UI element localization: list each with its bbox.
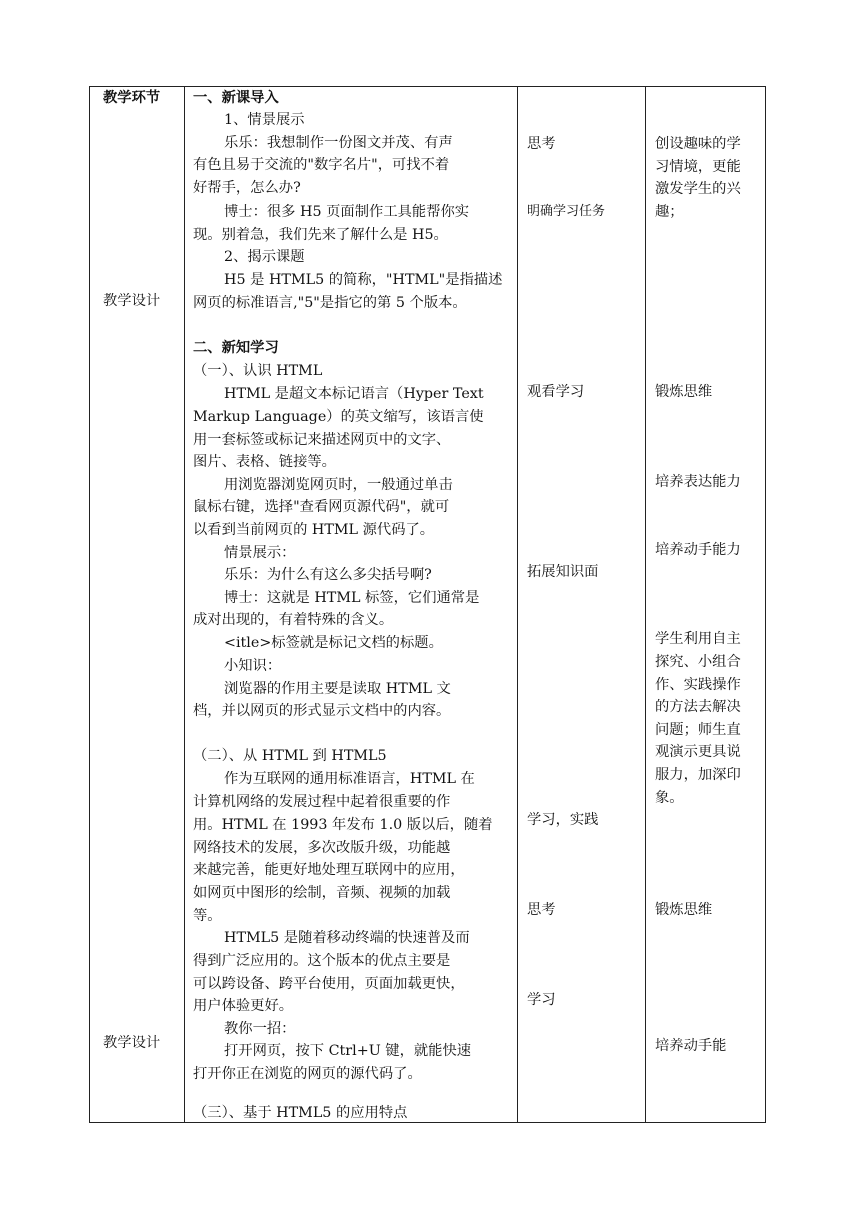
- content-line: 打开你正在浏览的网页的源代码了。: [193, 1066, 422, 1082]
- column-divider: [184, 87, 185, 1122]
- intent-line: 创设趣味的学: [655, 136, 741, 152]
- intent-line: 象。: [655, 790, 684, 806]
- content-line: 图片、表格、链接等。: [193, 454, 336, 470]
- lesson-plan-table: [89, 86, 766, 1123]
- activity-item: 思考: [527, 136, 556, 152]
- content-line: 打开网页，按下 Ctrl+U 键，就能快速: [224, 1043, 472, 1059]
- content-line: 乐乐：为什么有这么多尖括号啊?: [224, 567, 432, 583]
- content-line: 博士：这就是 HTML 标签，它们通常是: [224, 590, 480, 606]
- content-line: 网页的标准语言,"5"是指它的第 5 个版本。: [193, 295, 467, 311]
- subsection-heading: （二）、从 HTML 到 HTML5: [193, 748, 387, 764]
- intent-line: 锻炼思维: [655, 384, 713, 400]
- content-line: HTML5 是随着移动终端的快速普及而: [224, 930, 470, 946]
- content-line: 现。别着急，我们先来了解什么是 H5。: [193, 227, 448, 243]
- content-line: 博士：很多 H5 页面制作工具能帮你实: [224, 204, 470, 220]
- phase-label: 教学设计: [103, 1035, 161, 1051]
- content-line: 情景展示：: [224, 545, 296, 561]
- content-line: 乐乐：我想制作一份图文并茂、有声: [224, 135, 453, 151]
- activity-item: 拓展知识面: [527, 564, 599, 580]
- content-line: 浏览器的作用主要是读取 HTML 文: [224, 681, 451, 697]
- content-line: 网络技术的发展，多次改版升级，功能越: [193, 840, 451, 856]
- intent-line: 观演示更具说: [655, 744, 741, 760]
- section-heading: 一、新课导入: [193, 90, 279, 106]
- content-line: 以看到当前网页的 HTML 源代码了。: [193, 522, 435, 538]
- content-line: 等。: [193, 908, 222, 924]
- column-divider: [645, 87, 646, 1122]
- subsection-heading: （三）、基于 HTML5 的应用特点: [193, 1105, 408, 1121]
- content-line: 小知识：: [224, 658, 282, 674]
- content-line: 用一套标签或标记来描述网页中的文字、: [193, 432, 451, 448]
- subsection-heading: （一）、认识 HTML: [193, 363, 323, 379]
- intent-line: 激发学生的兴: [655, 181, 741, 197]
- activity-item: 观看学习: [527, 384, 585, 400]
- intent-line: 探究、小组合: [655, 654, 741, 670]
- column-divider: [517, 87, 518, 1122]
- content-line: HTML 是超文本标记语言（Hyper Text: [224, 386, 484, 402]
- content-line: 用浏览器浏览网页时，一般通过单击: [224, 477, 453, 493]
- activity-item: 思考: [527, 902, 556, 918]
- content-line: 1、情景展示: [224, 112, 305, 128]
- content-line: Markup Language）的英文缩写，该语言使: [193, 409, 484, 425]
- content-line: <itle>标签就是标记文档的标题。: [224, 635, 443, 651]
- content-line: H5 是 HTML5 的简称，"HTML"是指描述: [224, 272, 503, 288]
- intent-line: 培养动手能: [655, 1038, 727, 1054]
- section-heading: 二、新知学习: [193, 340, 279, 356]
- content-line: 计算机网络的发展过程中起着很重要的作: [193, 794, 451, 810]
- intent-line: 培养动手能力: [655, 542, 741, 558]
- intent-line: 问题；师生直: [655, 722, 741, 738]
- intent-line: 趣；: [655, 204, 684, 220]
- content-line: 用。HTML 在 1993 年发布 1.0 版以后，随着: [193, 817, 493, 833]
- intent-line: 学生利用自主: [655, 631, 741, 647]
- intent-line: 锻炼思维: [655, 902, 713, 918]
- intent-line: 作、实践操作: [655, 677, 741, 693]
- content-line: 作为互联网的通用标准语言，HTML 在: [224, 771, 475, 787]
- content-line: 来越完善，能更好地处理互联网中的应用，: [193, 862, 465, 878]
- intent-line: 的方法去解决: [655, 699, 741, 715]
- content-line: 好帮手，怎么办?: [193, 180, 301, 196]
- intent-line: 习情境，更能: [655, 159, 741, 175]
- phase-label: 教学设计: [103, 293, 161, 309]
- phase-header: 教学环节: [103, 90, 161, 106]
- content-line: 教你一招：: [224, 1021, 296, 1037]
- content-line: 得到广泛应用的。这个版本的优点主要是: [193, 953, 451, 969]
- intent-line: 服力，加深印: [655, 767, 741, 783]
- content-line: 档，并以网页的形式显示文档中的内容。: [193, 703, 451, 719]
- content-line: 可以跨设备、跨平台使用，页面加载更快，: [193, 976, 465, 992]
- content-line: 用户体验更好。: [193, 998, 294, 1014]
- activity-item: 明确学习任务: [527, 204, 606, 219]
- content-line: 鼠标右键，选择"查看网页源代码"，就可: [193, 499, 450, 515]
- content-line: 有色且易于交流的"数字名片"，可找不着: [193, 157, 450, 173]
- content-line: 成对出现的，有着特殊的含义。: [193, 612, 394, 628]
- content-line: 2、揭示课题: [224, 249, 305, 265]
- activity-item: 学习，实践: [527, 812, 599, 828]
- activity-item: 学习: [527, 992, 556, 1008]
- intent-line: 培养表达能力: [655, 474, 741, 490]
- content-line: 如网页中图形的绘制，音频、视频的加载: [193, 885, 451, 901]
